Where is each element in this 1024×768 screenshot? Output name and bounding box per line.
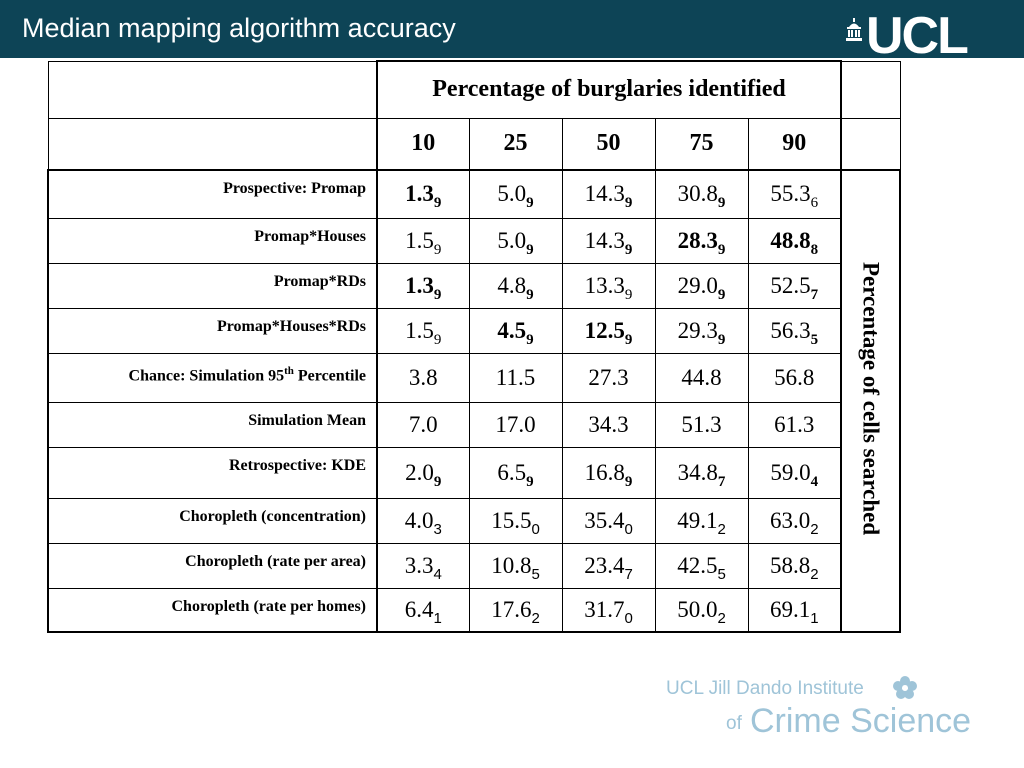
cell-subscript: 3 — [433, 520, 442, 538]
cell-subscript: 9 — [717, 195, 726, 212]
cell-subscript: 5 — [531, 565, 540, 583]
table-header-row-2 — [48, 118, 900, 170]
cell-value: 4.0 — [404, 507, 434, 533]
cell-value: 12.5 — [584, 317, 625, 343]
cell-subscript: 9 — [433, 331, 442, 348]
cell-value: 28.3 — [677, 227, 718, 253]
cell-value: 52.5 — [770, 272, 811, 298]
cell-subscript: 9 — [624, 331, 633, 348]
corner-cell-top — [48, 61, 377, 118]
cell-value: 5.0 — [497, 181, 527, 207]
column-header — [655, 118, 748, 170]
table-row — [48, 263, 900, 308]
table-cell — [562, 543, 655, 588]
cell-subscript: 7 — [810, 286, 819, 303]
column-header-label: 90 — [782, 130, 807, 157]
row-label-text: Simulation Mean — [248, 411, 366, 429]
table-row — [48, 447, 900, 498]
cell-value: 51.3 — [681, 411, 722, 437]
ucl-portico-icon — [846, 18, 862, 42]
cell-value: 27.3 — [588, 364, 629, 390]
top-header: Percentage of burglaries identified — [432, 76, 786, 103]
cell-value: 35.4 — [584, 507, 625, 533]
row-label — [48, 543, 377, 588]
column-header — [748, 118, 841, 170]
table-cell — [748, 447, 841, 498]
cell-subscript: 5 — [810, 331, 819, 348]
cell-value: 50.0 — [677, 596, 718, 622]
cell-subscript: 2 — [810, 520, 819, 538]
cell-value: 49.1 — [677, 507, 718, 533]
cell-subscript: 9 — [433, 286, 442, 303]
cell-value: 1.5 — [405, 227, 434, 253]
cell-value: 30.8 — [677, 181, 718, 207]
table-cell — [469, 308, 562, 353]
table-cell — [377, 447, 469, 498]
cell-subscript: 9 — [433, 241, 442, 258]
cell-value: 34.8 — [677, 459, 718, 485]
table-cell — [748, 588, 841, 632]
table-cell — [562, 447, 655, 498]
cell-subscript: 4 — [810, 473, 819, 490]
cell-value: 56.3 — [770, 317, 811, 343]
cell-subscript: 2 — [531, 609, 540, 627]
row-label — [48, 402, 377, 447]
cell-value: 6.5 — [497, 459, 527, 485]
table-row — [48, 308, 900, 353]
row-label-text: Promap*Houses — [254, 227, 366, 245]
cell-subscript: 0 — [624, 609, 633, 627]
column-header-label: 75 — [689, 130, 714, 157]
table-header-row-1 — [48, 61, 900, 118]
row-label — [48, 263, 377, 308]
table-cell — [469, 218, 562, 263]
table-cell — [748, 402, 841, 447]
row-label-text: Choropleth (rate per homes) — [171, 597, 366, 615]
table-cell — [377, 263, 469, 308]
cell-value: 29.3 — [677, 317, 718, 343]
row-label — [48, 498, 377, 543]
cell-subscript: 9 — [433, 195, 442, 212]
table-cell — [655, 402, 748, 447]
cell-value: 34.3 — [588, 411, 629, 437]
table-cell — [562, 498, 655, 543]
cell-subscript: 9 — [624, 473, 633, 490]
row-label-text: Promap*Houses*RDs — [216, 317, 366, 335]
table-cell — [748, 543, 841, 588]
cell-value: 6.4 — [404, 596, 434, 622]
cell-value: 23.4 — [584, 552, 625, 578]
table-row — [48, 402, 900, 447]
table-cell — [748, 170, 841, 218]
footer-crime-science: Crime Science — [750, 702, 972, 740]
table-cell — [748, 353, 841, 402]
cell-subscript: 8 — [810, 241, 819, 258]
footer-of: of — [726, 713, 742, 734]
table-cell — [562, 402, 655, 447]
cell-value: 4.5 — [497, 317, 527, 343]
row-label — [48, 308, 377, 353]
table-cell — [469, 543, 562, 588]
cell-subscript: 0 — [624, 520, 633, 538]
forget-me-not-icon — [892, 675, 918, 701]
cell-subscript: 7 — [717, 473, 726, 490]
cell-value: 1.3 — [405, 181, 434, 207]
row-label — [48, 218, 377, 263]
column-header-label: 25 — [503, 130, 528, 157]
table-row — [48, 170, 900, 218]
row-label — [48, 588, 377, 632]
table-row — [48, 353, 900, 402]
table-cell — [377, 543, 469, 588]
row-label-text: Chance: Simulation 95 — [128, 366, 285, 384]
cell-value: 48.8 — [770, 227, 811, 253]
table-cell — [655, 170, 748, 218]
cell-subscript: 4 — [433, 565, 442, 583]
cell-subscript: 1 — [433, 609, 442, 627]
cell-subscript: 2 — [810, 565, 819, 583]
row-label-text: Promap*RDs — [273, 272, 366, 290]
footer-logo — [666, 677, 972, 740]
column-header — [469, 118, 562, 170]
table-cell — [562, 263, 655, 308]
cell-subscript: 9 — [526, 241, 534, 258]
cell-subscript: 9 — [717, 241, 726, 258]
table-cell — [377, 402, 469, 447]
table-cell — [748, 218, 841, 263]
cell-subscript: 2 — [717, 609, 726, 627]
table-cell — [655, 353, 748, 402]
cell-value: 1.3 — [405, 272, 434, 298]
cell-subscript: 2 — [717, 520, 726, 538]
cell-value: 3.8 — [408, 364, 438, 390]
row-label — [48, 447, 377, 498]
table-cell — [562, 353, 655, 402]
row-label — [48, 353, 377, 402]
row-label-text: Prospective: Promap — [223, 180, 366, 197]
cell-value: 61.3 — [774, 411, 815, 437]
cell-value: 14.3 — [584, 227, 625, 253]
row-label — [48, 170, 377, 218]
corner-cell-mid — [48, 118, 377, 170]
table-cell — [748, 498, 841, 543]
cell-value: 17.0 — [495, 411, 536, 437]
cell-value: 17.6 — [491, 596, 532, 622]
cell-subscript: 9 — [717, 286, 726, 303]
row-label-text: Choropleth (rate per area) — [185, 552, 366, 570]
table-cell — [469, 170, 562, 218]
cell-value: 29.0 — [677, 272, 718, 298]
cell-subscript: 0 — [531, 520, 540, 538]
cell-subscript: 9 — [624, 286, 633, 303]
footer-institute: UCL Jill Dando Institute — [666, 678, 864, 699]
cell-subscript: 9 — [433, 473, 442, 490]
cell-value: 3.3 — [404, 552, 434, 578]
table-body — [48, 61, 900, 632]
cell-value: 4.8 — [497, 272, 527, 298]
cell-subscript: 5 — [717, 565, 726, 583]
cell-value: 2.0 — [405, 459, 434, 485]
table-cell — [377, 498, 469, 543]
cell-value: 1.5 — [405, 317, 434, 343]
table-cell — [655, 308, 748, 353]
cell-subscript: 9 — [624, 195, 633, 212]
table-cell — [377, 353, 469, 402]
row-label-text: Retrospective: KDE — [229, 456, 366, 474]
cell-value: 14.3 — [584, 181, 625, 207]
table-row — [48, 588, 900, 632]
cell-value: 16.8 — [584, 459, 625, 485]
slide-title: Median mapping algorithm accuracy — [22, 13, 456, 43]
row-label-tail: Percentile — [293, 366, 366, 384]
corner-cell-right-2 — [841, 118, 900, 170]
table-cell — [377, 308, 469, 353]
top-header-cell — [377, 61, 841, 118]
table-cell — [469, 263, 562, 308]
cell-value: 55.3 — [770, 181, 811, 207]
cell-subscript: 1 — [810, 609, 819, 627]
cell-value: 58.8 — [769, 552, 811, 578]
column-header-label: 10 — [411, 130, 436, 157]
cell-value: 7.0 — [408, 411, 438, 437]
cell-value: 59.0 — [770, 459, 811, 485]
cell-subscript: 9 — [624, 241, 633, 258]
cell-value: 44.8 — [681, 364, 722, 390]
cell-value: 63.0 — [769, 507, 811, 533]
cell-subscript: 9 — [526, 473, 534, 490]
table-cell — [469, 588, 562, 632]
cell-subscript: 9 — [526, 195, 534, 212]
cell-value: 42.5 — [677, 552, 718, 578]
column-header — [562, 118, 655, 170]
table-row — [48, 218, 900, 263]
cell-value: 15.5 — [491, 507, 532, 533]
table-cell — [748, 263, 841, 308]
cell-value: 11.5 — [495, 364, 536, 390]
table-cell — [469, 402, 562, 447]
corner-cell-right — [841, 61, 900, 118]
side-header-cell — [841, 170, 900, 632]
cell-value: 56.8 — [774, 364, 815, 390]
table-cell — [469, 353, 562, 402]
cell-subscript: 9 — [717, 331, 726, 348]
cell-subscript: 9 — [526, 331, 534, 348]
ucl-logo: UCL — [866, 7, 967, 65]
table-cell — [562, 170, 655, 218]
cell-value: 13.3 — [584, 272, 625, 298]
table-cell — [655, 498, 748, 543]
table-cell — [655, 263, 748, 308]
table-cell — [655, 588, 748, 632]
cell-value: 69.1 — [769, 596, 811, 622]
cell-subscript: 6 — [810, 195, 819, 212]
column-header-label: 50 — [596, 130, 621, 157]
cell-value: 31.7 — [584, 596, 625, 622]
table-cell — [377, 170, 469, 218]
table-cell — [748, 308, 841, 353]
side-header: Percentage of cells searched — [858, 261, 884, 536]
header-bar — [0, 0, 1024, 65]
row-label-text: Choropleth (concentration) — [179, 507, 366, 525]
cell-subscript: 7 — [624, 565, 633, 583]
table-cell — [469, 447, 562, 498]
cell-value: 10.8 — [491, 552, 532, 578]
table-cell — [562, 218, 655, 263]
table-row — [48, 498, 900, 543]
table-cell — [655, 447, 748, 498]
results-table — [47, 60, 901, 633]
column-header — [377, 118, 469, 170]
row-label-sup: th — [284, 364, 294, 377]
table-cell — [655, 218, 748, 263]
table-cell — [377, 218, 469, 263]
cell-value: 5.0 — [497, 227, 527, 253]
table-cell — [469, 498, 562, 543]
table-cell — [655, 543, 748, 588]
table-row — [48, 543, 900, 588]
cell-subscript: 9 — [526, 286, 534, 303]
table-cell — [562, 588, 655, 632]
table-cell — [377, 588, 469, 632]
table-cell — [562, 308, 655, 353]
